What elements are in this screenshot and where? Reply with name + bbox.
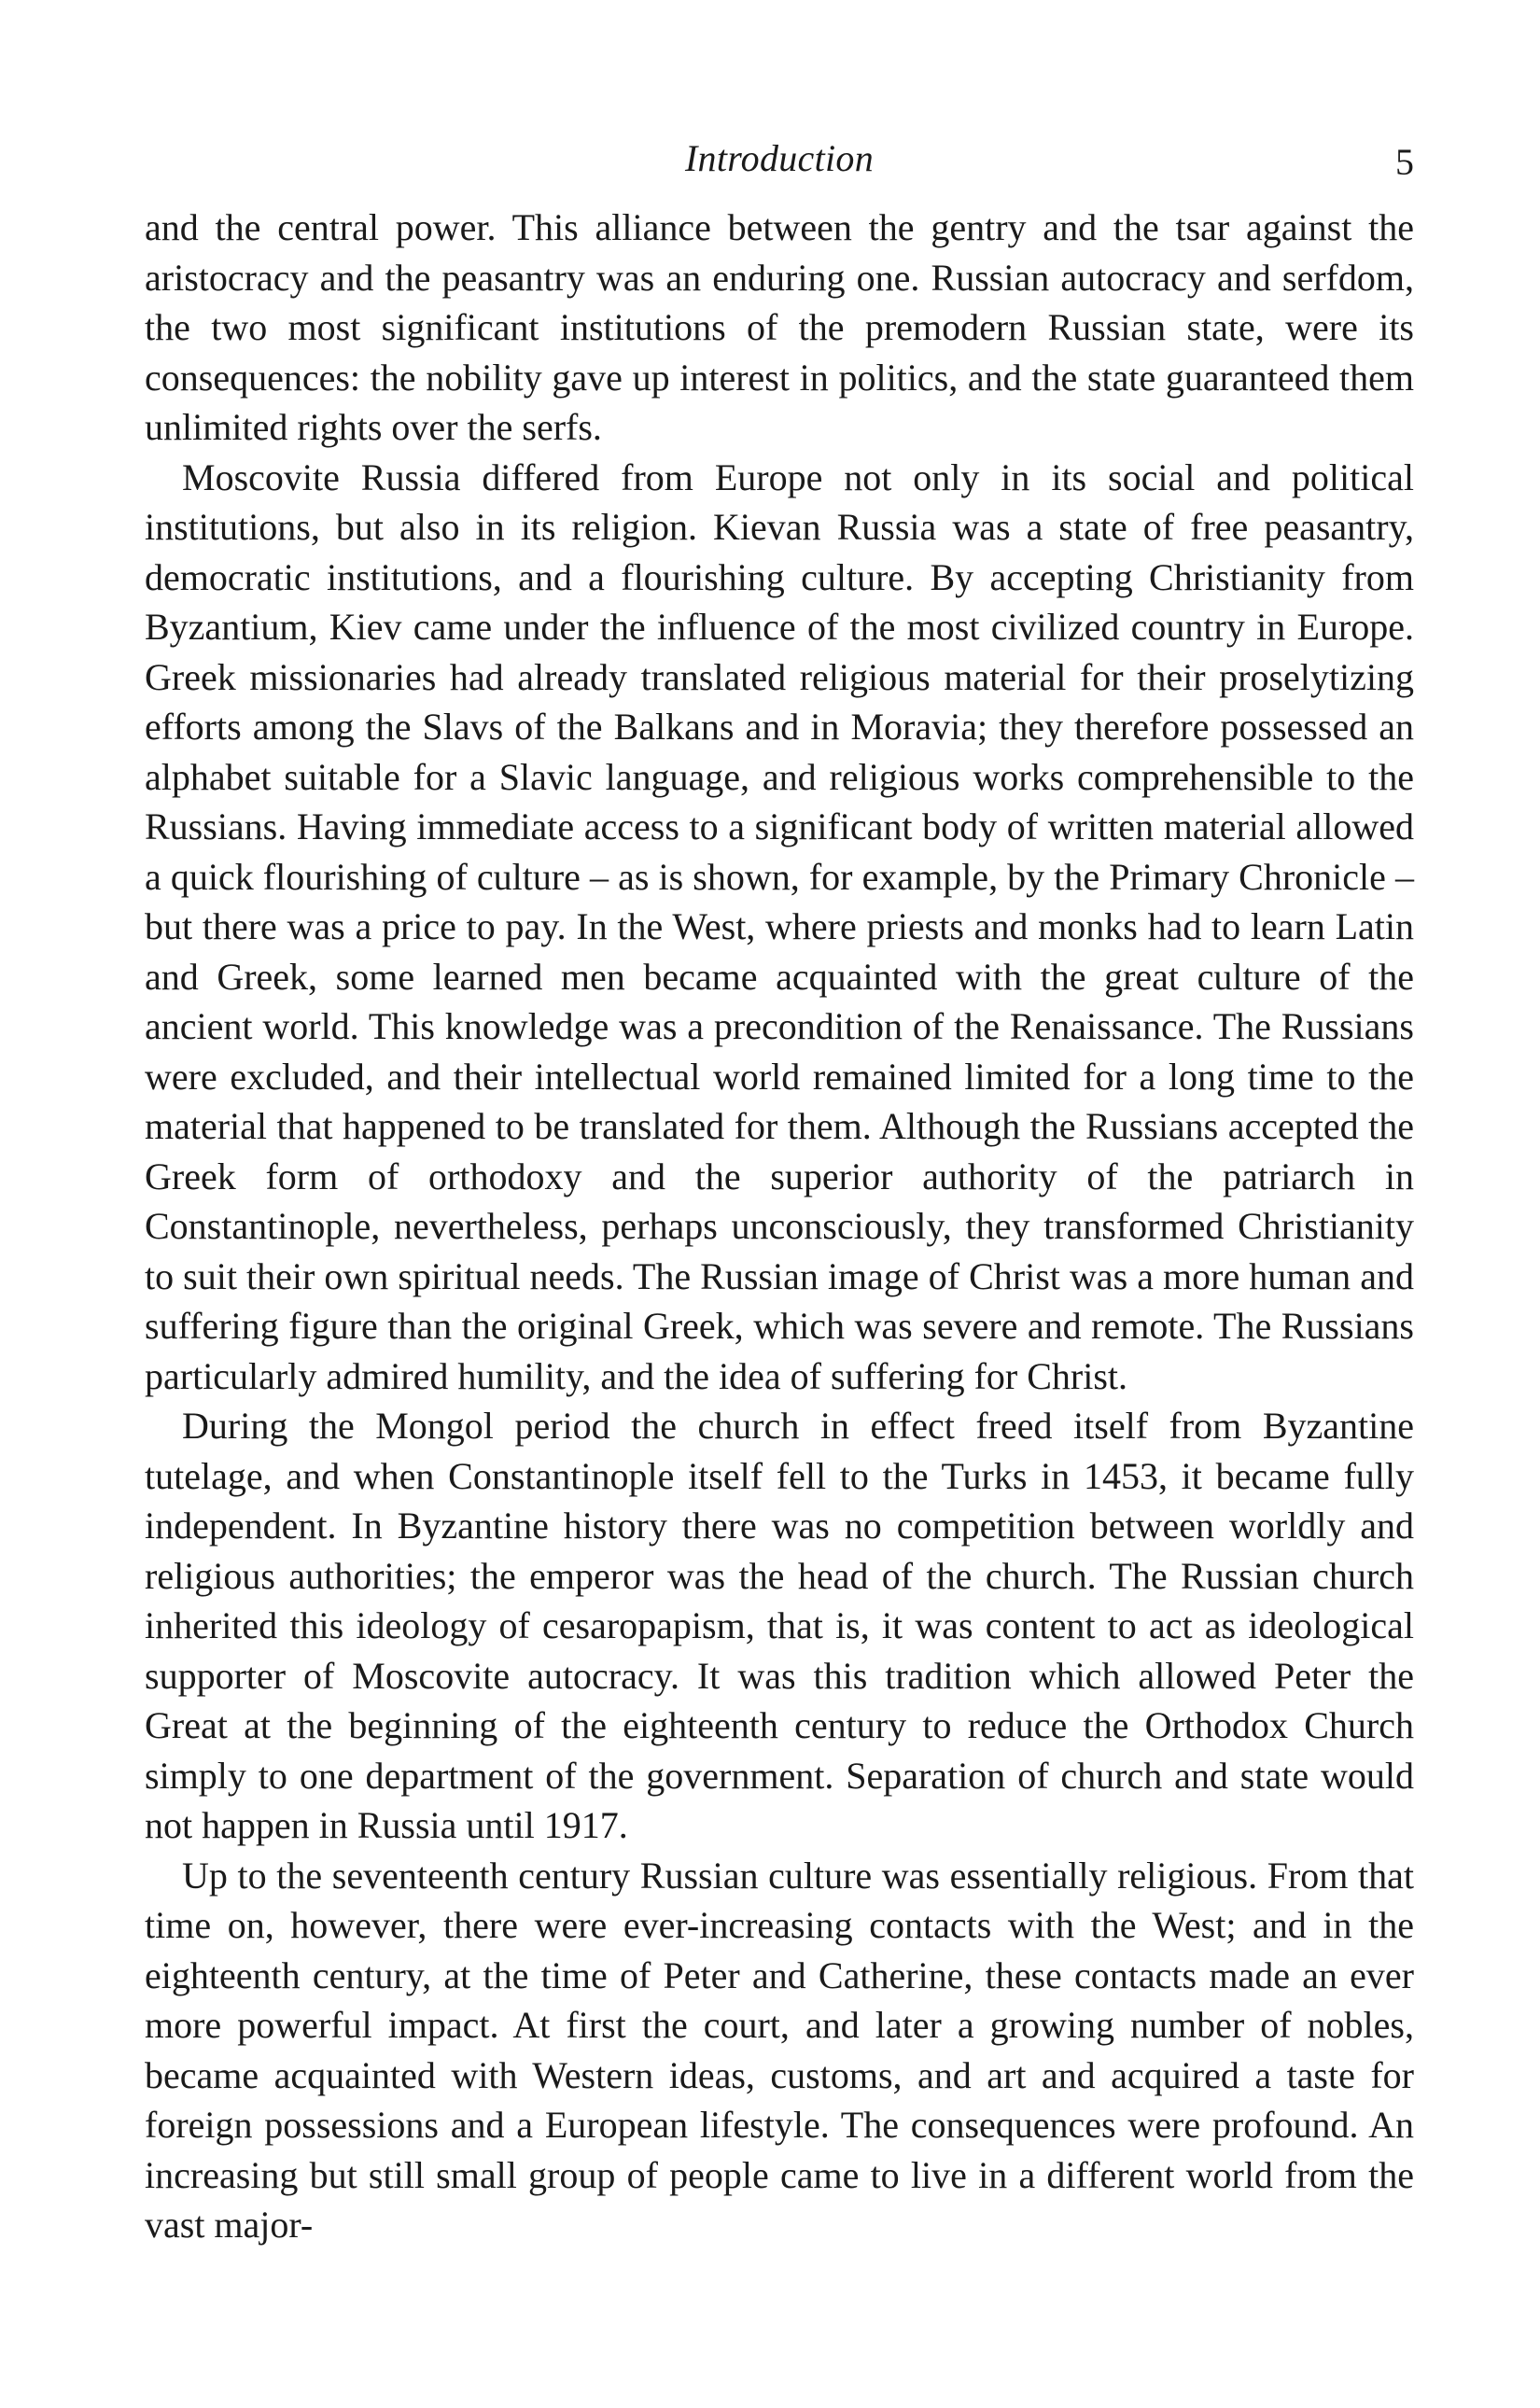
page-number: 5 xyxy=(1395,141,1414,183)
paragraph: Moscovite Russia differed from Europe not only in its social and political institutions, but also in its religion. Kievan Russia was a state of free peasantry, democratic institutions, and a flourishing culture. By accepting Christianity from Byzantium, Kiev came under the influence of the most civilized country in Europe. Greek missionaries had already translated religious material for their proselytizing efforts among the Slavs of the Balkans and in Moravia; they therefore possessed an alphabet suitable for a Slavic language, and religious works comprehensible to the Russians. Having immediate access to a significant body of written material allowed a quick flourishing of culture – as is shown, for example, by the Primary Chronicle – but there was a price to pay. In the West, where priests and monks had to learn Latin and Greek, some learned men became acquainted with the great culture of the ancient world. This knowledge was a precondition of the Renaissance. The Russians were excluded, and their intellectual world remained limited for a long time to the material that happened to be translated for them. Although the Russians accepted the Greek form of orthodoxy and the superior authority of the patriarch in Constantinople, nevertheless, perhaps unconsciously, they transformed Christianity to suit their own spiritual needs. The Russian image of Christ was a more human and suffering figure than the original Greek, which was severe and remote. The Russians particularly admired humility, and the idea of suffering for Christ. xyxy=(145,455,1414,1397)
paragraph: Up to the seventeenth century Russian culture was essentially religious. From that time on, however, there were ever-increasing contacts with the West; and in the eighteenth century, at the time of Peter and Catherine, these contacts made an ever more powerful impact. At first the court, and later a growing number of nobles, became acquainted with Western ideas, customs, and art and acquired a taste for foreign possessions and a European lifestyle. The consequences were profound. An increasing but still small group of people came to live in a different world from the vast major- xyxy=(145,1854,1414,2246)
body-text xyxy=(145,203,1414,2250)
paragraph-continued: and the central power. This alliance between the gentry and the tsar against the aristocracy and the peasantry was an enduring one. Russian autocracy and serfdom, the two most significant institutions of the premodern Russian state, were its consequences: the nobility gave up interest in politics, and the state guaranteed them unlimited rights over the serfs. xyxy=(145,206,1414,448)
paragraph: During the Mongol period the church in effect freed itself from Byzantine tutelage, and when Constantinople itself fell to the Turks in 1453, it became fully independent. In Byzantine history there was no competition between worldly and religious authorities; the emperor was the head of the church. The Russian church inherited this ideology of cesaropapism, that is, it was content to act as ideological supporter of Moscovite autocracy. It was this tradition which allowed Peter the Great at the beginning of the eighteenth century to reduce the Orthodox Church simply to one department of the government. Separation of church and state would not happen in Russia until 1917. xyxy=(145,1405,1414,1846)
running-title: Introduction xyxy=(684,137,875,179)
running-head xyxy=(145,131,1414,187)
